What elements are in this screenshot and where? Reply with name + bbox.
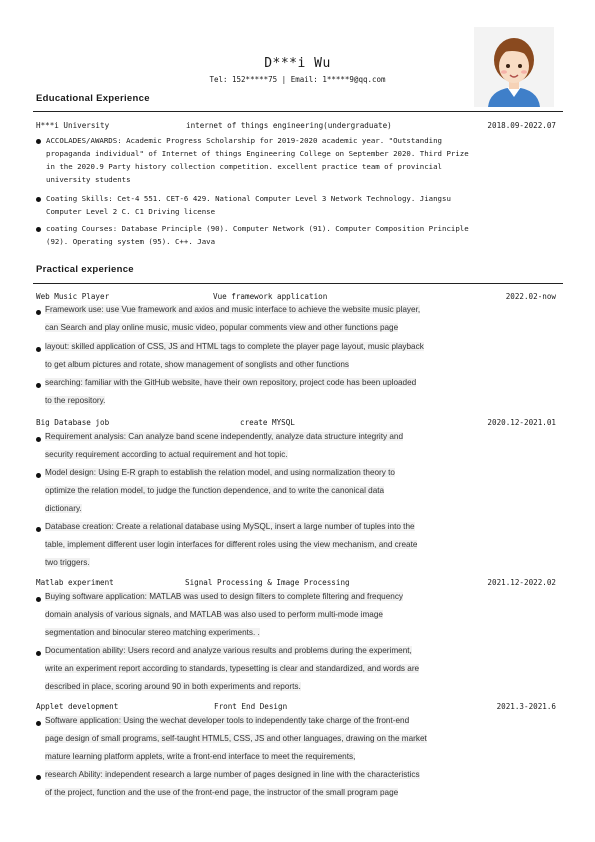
project-role: Front End Design: [214, 702, 288, 711]
section-divider: [33, 111, 563, 112]
project-dates: 2022.02-now: [505, 292, 556, 301]
project-name: Web Music Player: [36, 292, 110, 301]
contact-info: Tel: 152*****75 | Email: 1*****9@qq.com: [209, 75, 386, 84]
project-bullet: [36, 642, 558, 696]
school-name: H***i University: [36, 121, 110, 130]
project-bullet: [36, 712, 558, 766]
education-bullet-text: coating Courses: Database Principle (90). Computer Network (91). Computer Composition Principle (92). Operating system (95). C++. Java: [46, 224, 469, 246]
practical-section-title: Practical experience: [36, 264, 134, 275]
project-role: Signal Processing & Image Processing: [185, 578, 350, 587]
bullet-dot: [36, 597, 41, 602]
project-bullet: [36, 428, 558, 464]
project-bullet: [36, 518, 558, 572]
education-header-row: [36, 121, 556, 133]
project-role: Vue framework application: [213, 292, 328, 301]
project-bullet: [36, 766, 558, 802]
education-section-title: Educational Experience: [36, 93, 150, 104]
bullet-dot: [36, 721, 41, 726]
project-name: Matlab experiment: [36, 578, 114, 587]
project-bullet: [36, 464, 558, 518]
project-role: create MYSQL: [240, 418, 295, 427]
education-bullet-text: Coating Skills: Cet-4 551. CET-6 429. National Computer Level 3 Network Technology. Jiangsu Computer Level 2 C. C1 Driving license: [46, 194, 451, 216]
project-name: Big Database job: [36, 418, 110, 427]
candidate-name: D***i Wu: [264, 56, 331, 71]
project-bullet-text: Requirement analysis: Can analyze band scene independently, analyze data structure integrity and security requirement according to actual requirement and hot topic.: [45, 432, 404, 459]
education-bullet-text: ACCOLADES/AWARDS: Academic Progress Scholarship for 2019-2020 academic year. "Outstanding propaganda individual" of Internet of things Engineering College on September 2020. Third Prize in the 2020.9 Party history collection competition. excellent practice team of provincial university students: [46, 136, 469, 184]
education-bullet: [36, 134, 558, 186]
project-bullet-text: Documentation ability: Users record and analyze various results and problems during the experiment, write an experiment report according to standards, typesetting is clear and standardized, and words are described in place, scoring around 90 in both experiments and reports.: [45, 646, 420, 691]
bullet-dot: [36, 383, 41, 388]
project-dates: 2020.12-2021.01: [487, 418, 556, 427]
project-bullet-text: Software application: Using the wechat developer tools to independently take charge of the front-end page design of small programs, self-taught HTML5, CSS, JS and other languages, drawing on the market mature learning platform applets, write a front-end interface to meet the requirements,: [45, 716, 427, 761]
project-bullet-text: Buying software application: MATLAB was used to design filters to complete filtering and frequency domain analysis of various signals, and MATLAB was also used to perform multi-mode image segmentation and binocular stereo matching experiments. .: [45, 592, 404, 637]
section-divider: [33, 283, 563, 284]
project-bullet-text: Model design: Using E-R graph to establish the relation model, and using normalization theory to optimize the relation model, to judge the function dependence, and to write the canonical data dictionary.: [45, 468, 395, 513]
project-dates: 2021.3-2021.6: [496, 702, 556, 711]
education-bullet: [36, 222, 558, 248]
bullet-dot: [36, 197, 41, 202]
bullet-dot: [36, 651, 41, 656]
bullet-dot: [36, 310, 41, 315]
bullet-dot: [36, 473, 41, 478]
project-bullet-text: layout: skilled application of CSS, JS and HTML tags to complete the player page layout, music playback to get album pictures and rotate, show management of songlists and other functions: [45, 342, 424, 369]
project-name: Applet development: [36, 702, 119, 711]
bullet-dot: [36, 437, 41, 442]
major: internet of things engineering(undergraduate): [186, 121, 392, 130]
bullet-dot: [36, 527, 41, 532]
project-bullet: [36, 588, 558, 642]
project-bullet: [36, 374, 558, 410]
education-dates: 2018.09-2022.07: [487, 121, 556, 130]
bullet-dot: [36, 139, 41, 144]
project-bullet: [36, 338, 558, 374]
project-bullet-text: searching: familiar with the GitHub website, have their own repository, project code has been uploaded to the repository.: [45, 378, 417, 405]
bullet-dot: [36, 775, 41, 780]
project-dates: 2021.12-2022.02: [487, 578, 556, 587]
profile-photo: [474, 27, 554, 107]
project-bullet: [36, 301, 558, 337]
bullet-dot: [36, 227, 41, 232]
project-bullet-text: Framework use: use Vue framework and axios and music interface to achieve the website music player, can Search and play online music, music video, popular comments view and other functions page: [45, 305, 421, 332]
project-bullet-text: Database creation: Create a relational database using MySQL, insert a large number of tuples into the table, implement different user login interfaces for different roles using the view mechanism, and create two triggers.: [45, 522, 418, 567]
project-bullet-text: research Ability: independent research a large number of pages designed in line with the characteristics of the project, function and the use of the front-end page, the instructor of the small program page: [45, 770, 420, 797]
bullet-dot: [36, 347, 41, 352]
education-bullet: [36, 192, 558, 218]
